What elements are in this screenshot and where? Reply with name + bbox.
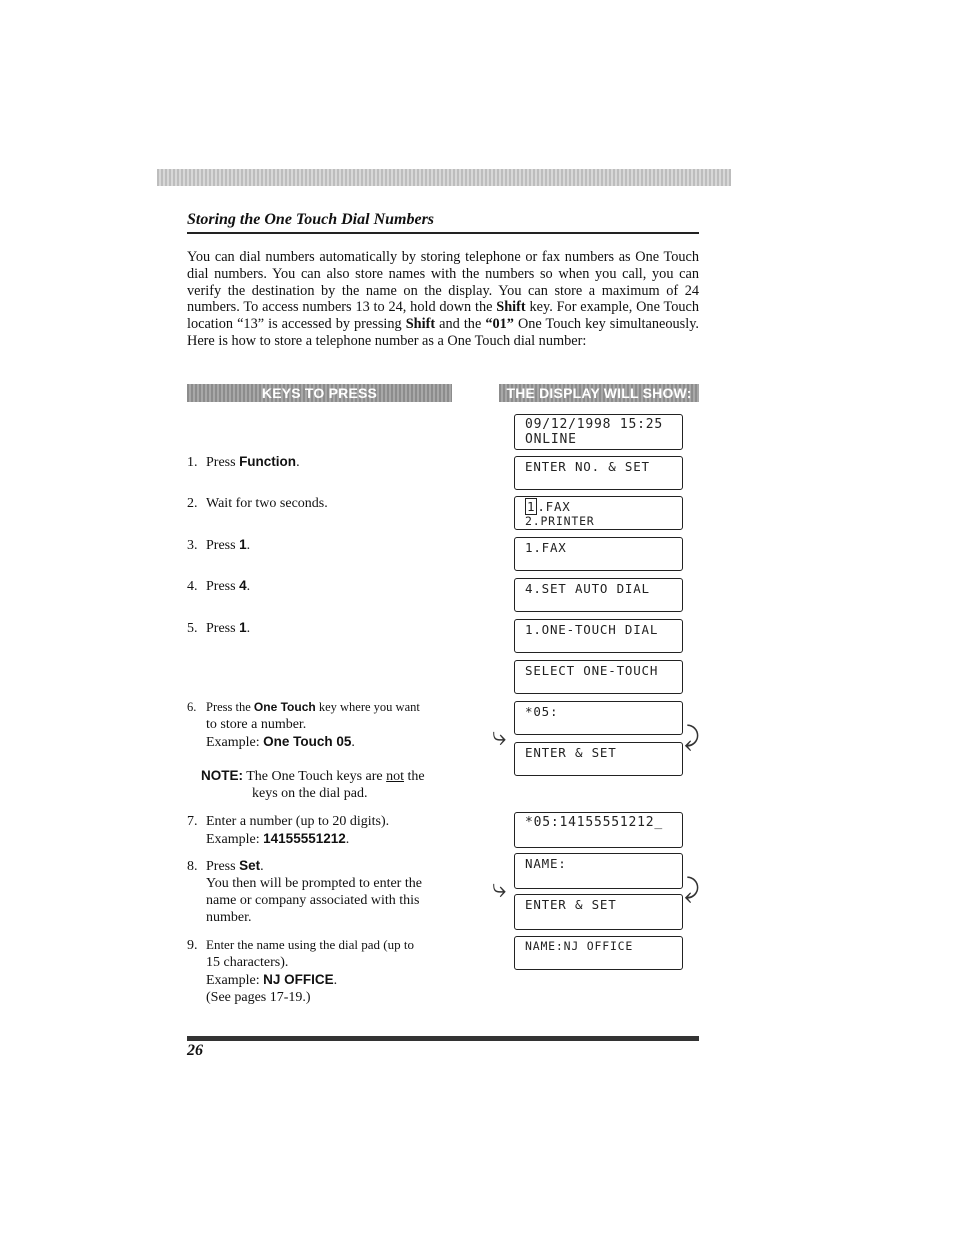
step-1: 1. Press Function. — [187, 454, 300, 470]
section-title: Storing the One Touch Dial Numbers — [187, 211, 435, 228]
alternate-right-arrow-icon: ⤸ — [684, 722, 700, 752]
keys-to-press-header: KEYS TO PRESS — [187, 384, 452, 402]
lcd-set-auto-dial: 4.SET AUTO DIAL — [514, 578, 683, 612]
alternate-right-arrow-icon-2: ⤸ — [684, 874, 700, 904]
note: NOTE: The One Touch keys are not the keys on the dial pad. — [201, 768, 425, 801]
intro-paragraph: You can dial numbers automatically by storing telephone or fax numbers as One Touch dial numbers. You can also store names with the numbers so when you call, you can verify the destination by the name on the display. You can store a maximum of 24 numbers. To access numbers 13 to 24, hold down the Shift key. For example, One Touch location “13” is accessed by pressing Shift and the “01” One Touch key simultaneously. Here is how to store a telephone number as a One Touch dial number: — [187, 249, 699, 349]
step-7: 7. Enter a number (up to 20 digits). Example: 14155551212. — [187, 814, 390, 847]
lcd-fax-printer: 1 .FAX 2.PRINTER — [514, 496, 683, 530]
step-9: 9. Enter the name using the dial pad (up to 15 characters). Example: NJ OFFICE. (See pages 17-19.) — [187, 937, 414, 1005]
lcd-name-nj-office: NAME:NJ OFFICE — [514, 936, 683, 970]
page-number: 26 — [187, 1042, 203, 1059]
step-4: 4. Press 4. — [187, 578, 251, 594]
bottom-rule — [187, 1036, 699, 1041]
lcd-enter-set-2: ENTER & SET — [514, 894, 683, 930]
lcd-number-entered: *05:14155551212_ — [514, 812, 683, 848]
step-3: 3. Press 1. — [187, 537, 251, 553]
step-8: 8. Press Set. You then will be prompted to enter the name or company associated with this number. — [187, 858, 422, 925]
alternate-left-arrow-icon: ⤷ — [492, 722, 507, 752]
display-will-show-header: THE DISPLAY WILL SHOW: — [499, 384, 699, 402]
lcd-fax: 1.FAX — [514, 537, 683, 571]
lcd-enter-set-1: ENTER & SET — [514, 742, 683, 776]
lcd-star-05: *05: — [514, 701, 683, 735]
step-6: 6. Press the One Touch key where you want — [187, 700, 420, 714]
lcd-name: NAME: — [514, 853, 683, 889]
lcd-date-online: 09/12/1998 15:25 ONLINE — [514, 414, 683, 450]
step-6-cont: to store a number. Example: One Touch 05. — [206, 717, 355, 750]
top-decorative-bar — [157, 169, 731, 186]
title-rule — [187, 232, 699, 234]
alternate-left-arrow-icon-2: ⤷ — [492, 874, 507, 904]
lcd-select-one-touch: SELECT ONE-TOUCH — [514, 660, 683, 694]
step-5: 5. Press 1. — [187, 620, 251, 636]
step-2: 2. Wait for two seconds. — [187, 496, 328, 511]
lcd-enter-no-set: ENTER NO. & SET — [514, 456, 683, 490]
lcd-one-touch-dial: 1.ONE-TOUCH DIAL — [514, 619, 683, 653]
